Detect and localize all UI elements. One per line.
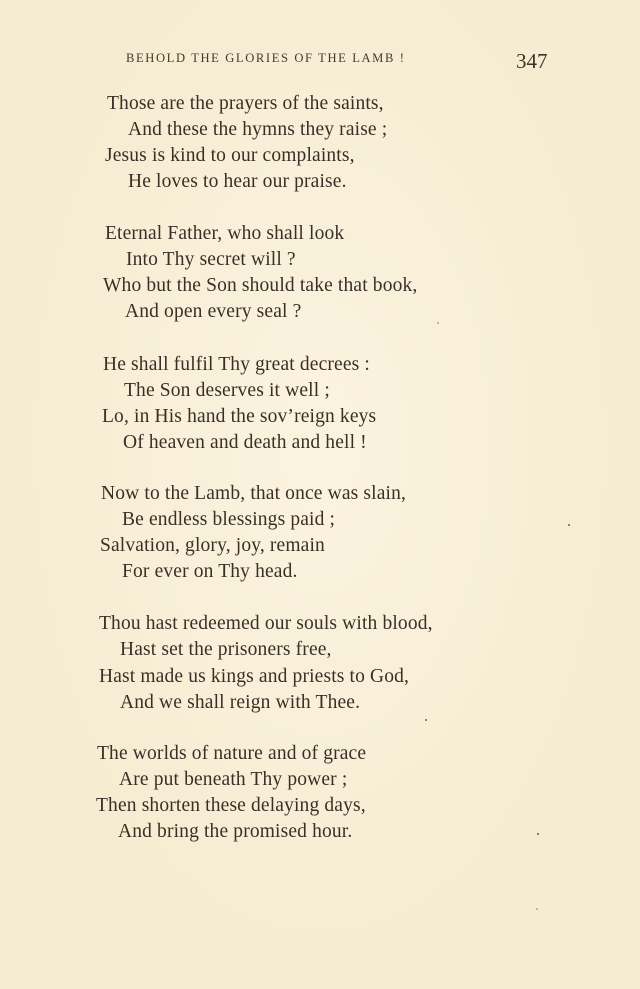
stanza-5-line-1: Thou hast redeemed our souls with blood, — [99, 613, 433, 634]
stanza-1-line-2: And these the hymns they raise ; — [128, 119, 388, 140]
stanza-1-line-4: He loves to hear our praise. — [128, 171, 347, 192]
stanza-5-line-4: And we shall reign with Thee. — [120, 692, 361, 713]
stanza-6-line-2: Are put beneath Thy power ; — [119, 769, 348, 790]
stanza-4-line-2: Be endless blessings paid ; — [122, 509, 336, 530]
stanza-3-line-3: Lo, in His hand the sov’reign keys — [102, 406, 377, 427]
stanza-2-line-4: And open every seal ? — [125, 301, 302, 322]
stanza-5-line-3: Hast made us kings and priests to God, — [99, 666, 410, 687]
stanza-1-line-1: Those are the prayers of the saints, — [107, 93, 384, 114]
ink-speck — [437, 322, 439, 324]
ink-speck — [537, 833, 539, 835]
stanza-4-line-1: Now to the Lamb, that once was slain, — [101, 483, 407, 504]
stanza-6-line-1: The worlds of nature and of grace — [97, 743, 367, 764]
stanza-2-line-2: Into Thy secret will ? — [126, 249, 296, 270]
running-title: BEHOLD THE GLORIES OF THE LAMB ! — [126, 51, 406, 65]
ink-speck — [425, 719, 427, 721]
stanza-5-line-2: Hast set the prisoners free, — [120, 639, 332, 660]
stanza-3-line-2: The Son deserves it well ; — [124, 380, 330, 401]
stanza-6-line-3: Then shorten these delaying days, — [96, 795, 366, 816]
stanza-3-line-4: Of heaven and death and hell ! — [123, 432, 367, 453]
stanza-2-line-3: Who but the Son should take that book, — [103, 275, 418, 296]
stanza-3-line-1: He shall fulfil Thy great decrees : — [103, 354, 370, 375]
stanza-1-line-3: Jesus is kind to our complaints, — [105, 145, 355, 166]
stanza-4-line-3: Salvation, glory, joy, remain — [100, 535, 325, 556]
stanza-4-line-4: For ever on Thy head. — [122, 561, 298, 582]
page-number: 347 — [516, 49, 548, 73]
ink-speck — [568, 524, 570, 526]
stanza-6-line-4: And bring the promised hour. — [118, 821, 353, 842]
ink-speck — [536, 908, 538, 910]
stanza-2-line-1: Eternal Father, who shall look — [105, 223, 345, 244]
